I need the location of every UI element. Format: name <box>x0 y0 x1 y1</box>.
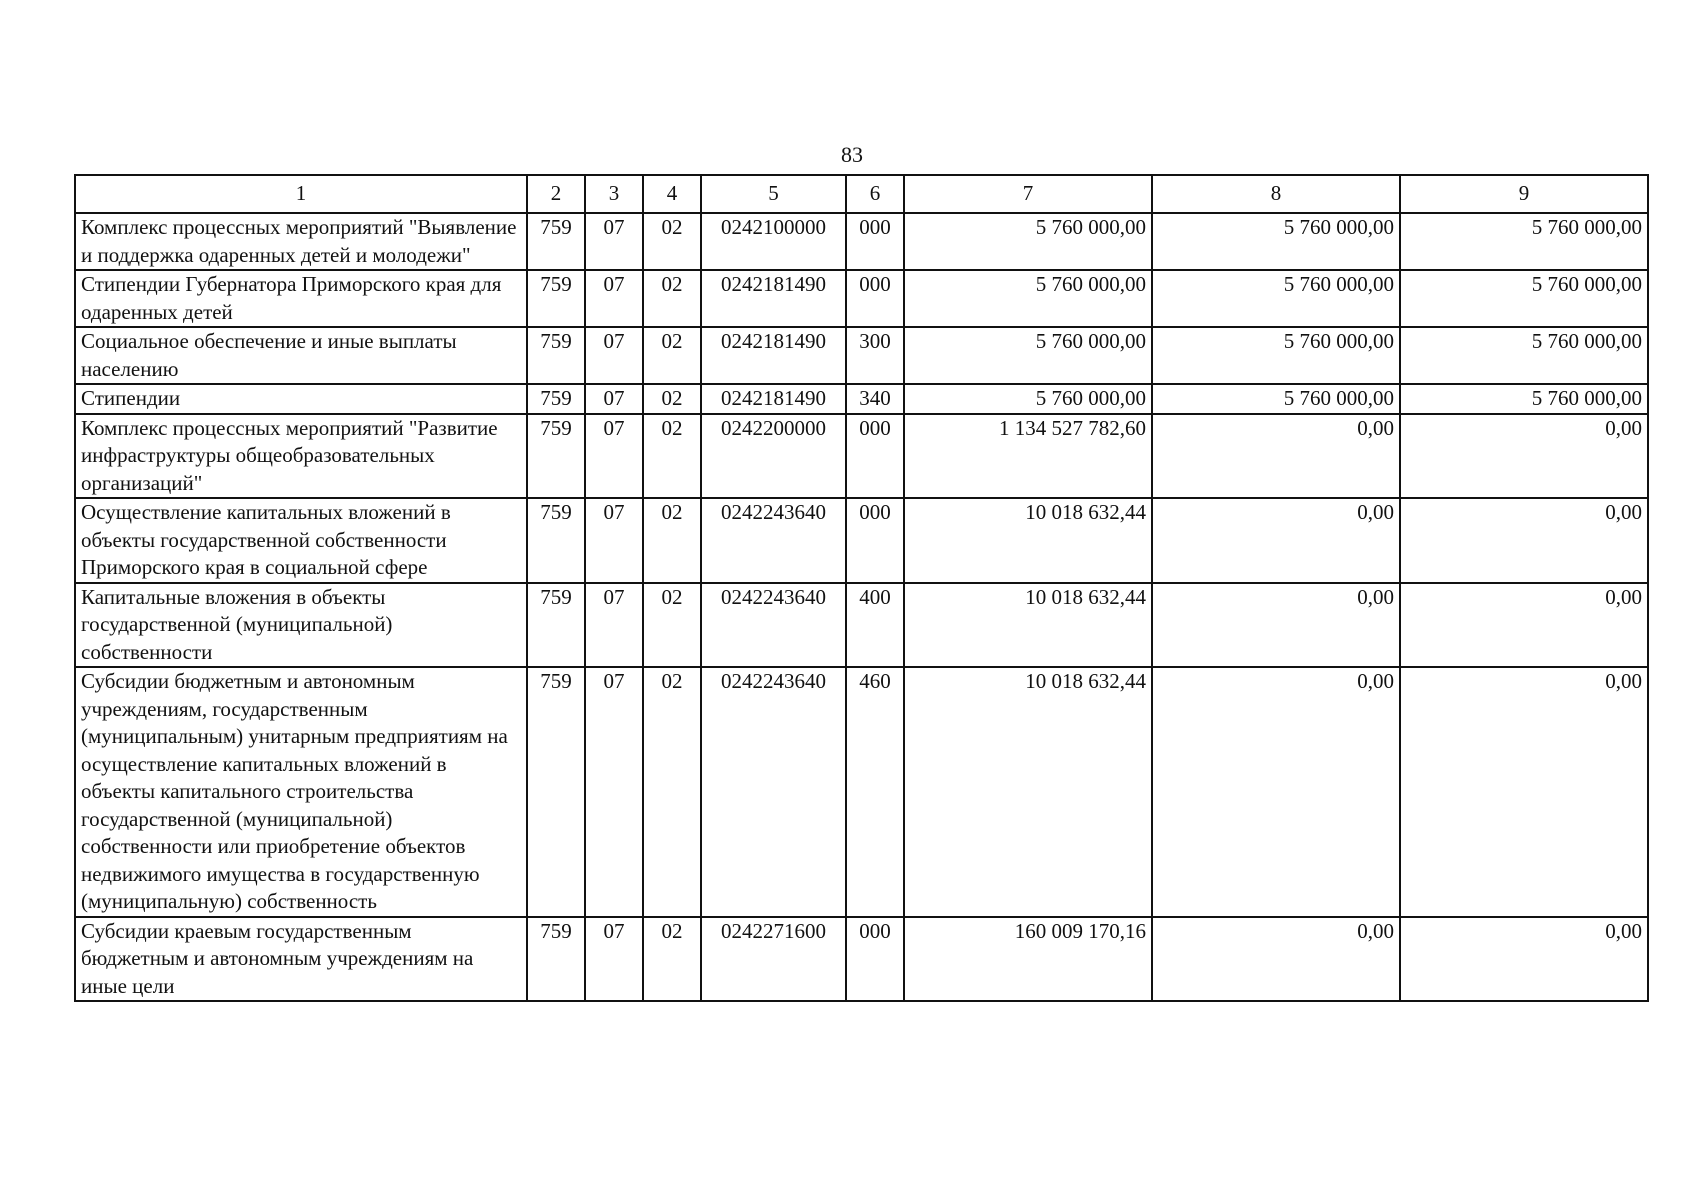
row-expense-type-code: 000 <box>846 213 904 270</box>
row-amount-col8: 0,00 <box>1152 583 1400 668</box>
column-header-2: 2 <box>527 175 585 213</box>
row-name: Осуществление капитальных вложений в объекты государственной собственности Приморского края в социальной сфере <box>75 498 527 583</box>
row-ministry-code: 759 <box>527 327 585 384</box>
row-amount-col9: 5 760 000,00 <box>1400 384 1648 414</box>
table-row <box>75 498 1648 583</box>
row-target-code: 0242181490 <box>701 270 846 327</box>
table-row <box>75 667 1648 917</box>
row-ministry-code: 759 <box>527 213 585 270</box>
row-expense-type-code: 460 <box>846 667 904 917</box>
row-section-code: 07 <box>585 327 643 384</box>
column-header-3: 3 <box>585 175 643 213</box>
row-ministry-code: 759 <box>527 583 585 668</box>
row-expense-type-code: 340 <box>846 384 904 414</box>
row-name: Социальное обеспечение и иные выплаты населению <box>75 327 527 384</box>
table-row <box>75 583 1648 668</box>
row-subsection-code: 02 <box>643 384 701 414</box>
table-row <box>75 414 1648 499</box>
row-amount-col9: 0,00 <box>1400 917 1648 1002</box>
row-subsection-code: 02 <box>643 667 701 917</box>
row-section-code: 07 <box>585 917 643 1002</box>
row-amount-col7: 5 760 000,00 <box>904 327 1152 384</box>
row-target-code: 0242243640 <box>701 583 846 668</box>
row-name: Стипендии <box>75 384 527 414</box>
row-expense-type-code: 000 <box>846 917 904 1002</box>
row-amount-col7: 160 009 170,16 <box>904 917 1152 1002</box>
row-target-code: 0242181490 <box>701 327 846 384</box>
page-number: 83 <box>841 142 863 167</box>
row-section-code: 07 <box>585 384 643 414</box>
table-row <box>75 270 1648 327</box>
row-name: Стипендии Губернатора Приморского края для одаренных детей <box>75 270 527 327</box>
row-amount-col7: 10 018 632,44 <box>904 583 1152 668</box>
row-amount-col9: 0,00 <box>1400 667 1648 917</box>
row-subsection-code: 02 <box>643 414 701 499</box>
row-expense-type-code: 000 <box>846 498 904 583</box>
row-ministry-code: 759 <box>527 498 585 583</box>
header-row <box>75 175 1648 213</box>
table-row <box>75 917 1648 1002</box>
row-amount-col7: 10 018 632,44 <box>904 667 1152 917</box>
row-amount-col7: 5 760 000,00 <box>904 384 1152 414</box>
row-target-code: 0242181490 <box>701 384 846 414</box>
row-amount-col8: 5 760 000,00 <box>1152 384 1400 414</box>
column-header-4: 4 <box>643 175 701 213</box>
row-amount-col8: 0,00 <box>1152 667 1400 917</box>
row-amount-col9: 5 760 000,00 <box>1400 213 1648 270</box>
row-section-code: 07 <box>585 213 643 270</box>
column-header-5: 5 <box>701 175 846 213</box>
budget-table <box>74 174 1649 1002</box>
table-row <box>75 213 1648 270</box>
column-header-8: 8 <box>1152 175 1400 213</box>
row-amount-col7: 10 018 632,44 <box>904 498 1152 583</box>
row-amount-col9: 5 760 000,00 <box>1400 327 1648 384</box>
row-subsection-code: 02 <box>643 498 701 583</box>
row-amount-col8: 5 760 000,00 <box>1152 270 1400 327</box>
row-section-code: 07 <box>585 498 643 583</box>
row-amount-col8: 5 760 000,00 <box>1152 327 1400 384</box>
row-section-code: 07 <box>585 270 643 327</box>
row-amount-col8: 0,00 <box>1152 498 1400 583</box>
row-target-code: 0242100000 <box>701 213 846 270</box>
table-row <box>75 384 1648 414</box>
row-expense-type-code: 000 <box>846 270 904 327</box>
row-name: Комплекс процессных мероприятий "Развитие инфраструктуры общеобразовательных организаций" <box>75 414 527 499</box>
table-row <box>75 327 1648 384</box>
row-target-code: 0242271600 <box>701 917 846 1002</box>
column-header-9: 9 <box>1400 175 1648 213</box>
column-header-6: 6 <box>846 175 904 213</box>
row-section-code: 07 <box>585 667 643 917</box>
row-target-code: 0242243640 <box>701 667 846 917</box>
row-ministry-code: 759 <box>527 667 585 917</box>
row-subsection-code: 02 <box>643 327 701 384</box>
row-expense-type-code: 300 <box>846 327 904 384</box>
row-amount-col9: 5 760 000,00 <box>1400 270 1648 327</box>
row-expense-type-code: 400 <box>846 583 904 668</box>
row-amount-col9: 0,00 <box>1400 583 1648 668</box>
row-amount-col7: 5 760 000,00 <box>904 270 1152 327</box>
row-subsection-code: 02 <box>643 917 701 1002</box>
row-amount-col8: 0,00 <box>1152 917 1400 1002</box>
row-ministry-code: 759 <box>527 414 585 499</box>
row-ministry-code: 759 <box>527 384 585 414</box>
row-amount-col8: 0,00 <box>1152 414 1400 499</box>
row-amount-col9: 0,00 <box>1400 414 1648 499</box>
column-header-7: 7 <box>904 175 1152 213</box>
row-expense-type-code: 000 <box>846 414 904 499</box>
row-name: Комплекс процессных мероприятий "Выявление и поддержка одаренных детей и молодежи" <box>75 213 527 270</box>
row-target-code: 0242200000 <box>701 414 846 499</box>
row-amount-col7: 5 760 000,00 <box>904 213 1152 270</box>
row-name: Субсидии краевым государственным бюджетным и автономным учреждениям на иные цели <box>75 917 527 1002</box>
row-ministry-code: 759 <box>527 917 585 1002</box>
row-ministry-code: 759 <box>527 270 585 327</box>
row-section-code: 07 <box>585 583 643 668</box>
row-target-code: 0242243640 <box>701 498 846 583</box>
row-subsection-code: 02 <box>643 270 701 327</box>
row-subsection-code: 02 <box>643 213 701 270</box>
row-section-code: 07 <box>585 414 643 499</box>
row-amount-col7: 1 134 527 782,60 <box>904 414 1152 499</box>
row-amount-col8: 5 760 000,00 <box>1152 213 1400 270</box>
row-amount-col9: 0,00 <box>1400 498 1648 583</box>
column-header-1: 1 <box>75 175 527 213</box>
row-name: Субсидии бюджетным и автономным учреждениям, государственным (муниципальным) унитарным предприятиям на осуществление капитальных вложений в объекты капитального строительства государственной (муниципальной) собственности или приобретение объектов недвижимого имущества в государственную (муниципальную) собственность <box>75 667 527 917</box>
row-name: Капитальные вложения в объекты государственной (муниципальной) собственности <box>75 583 527 668</box>
row-subsection-code: 02 <box>643 583 701 668</box>
